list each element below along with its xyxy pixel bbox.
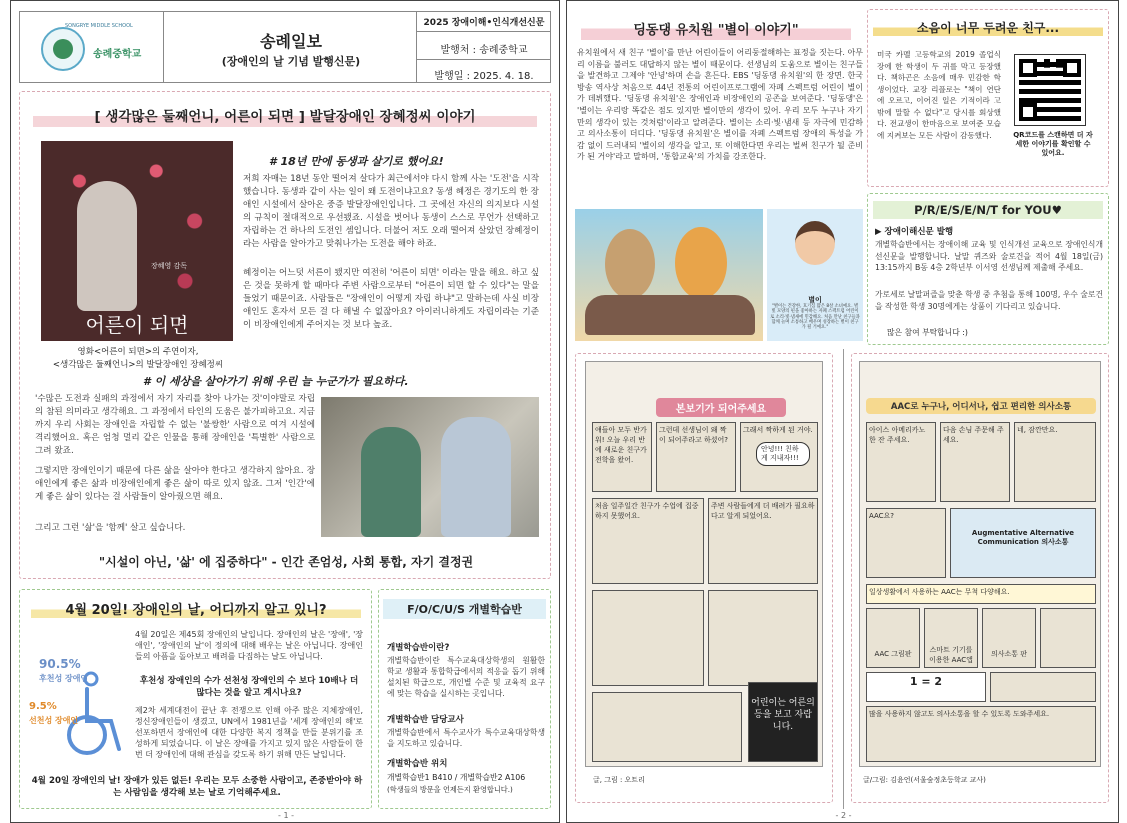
comic-two-panel-11: 1 = 2: [866, 672, 986, 702]
poster-caption-1: 영화<어른이 되면>의 주연이자,: [77, 347, 199, 357]
congenital-stat: 9.5%: [29, 701, 57, 712]
comic-two-panel-7: AAC 그림판: [866, 608, 920, 668]
focus-title: F/O/C/U/S 개별학습반: [383, 599, 546, 619]
poster-title: 어른이 되면: [85, 313, 189, 337]
poster-caption-2: <생각많은 둘째언니>의 발달장애인 장혜정씨: [52, 360, 224, 370]
focus-heading-3: 개별학습반 위치: [387, 759, 448, 769]
comic-one-panel-3: 그래서 짝하게 된 거야.: [740, 422, 818, 492]
sister-right: [441, 417, 511, 537]
comic-two-panel-4: AAC요?: [866, 508, 946, 578]
comic-two-panel-10: [1040, 608, 1096, 668]
school-logo: [41, 27, 85, 71]
poster-person: [77, 181, 137, 311]
present-heading: ▶ 장애이해신문 발행: [875, 227, 954, 237]
feature-paragraph-3: '수많은 도전과 실패의 과정에서 자기 자리를 찾아 나가는 것'이야말로 자립의 참된 의미라고 생각해요. 그 과정에서 타인의 도움은 불가피하고요. 지금까지 우리 사회는 장애인을 자립할 수 없는 '불쌍한' 사람으로 여겨 시설에 격리했어요. 혹은 엄청 멀리 같은 인물을 통해 장애인을 '특별한' 사람으로 그려 왔죠.: [35, 394, 315, 456]
comic-two-credit: 글/그림: 김윤언(서울숲정초등학교 교사): [863, 776, 986, 784]
comic-one-panel-7: [708, 590, 818, 686]
byeoli-description: "별이는 건강한, 호기심 많은 8살 소녀예요. 별빛 모양의 핀을 좋아하는 자폐 스펙트럼 어린이로 소리·빛·냄새에 민감해요. 처음 만난 친구들과 함께 놀며 소통하고 배우며 성장하는 별이 친구가 될 거예요.": [770, 304, 860, 331]
kinder-title: 딩동댕 유치원 "별이 이야기": [581, 17, 851, 40]
comic-two: [859, 361, 1101, 767]
comic-one-panel-6: [592, 590, 704, 686]
comic-two-panel-13: 많을 사용하지 않고도 의사소통을 할 수 있도록 도와주세요.: [866, 706, 1096, 762]
comic-two-panel-2: 다음 손님 주문해 주세요.: [940, 422, 1010, 502]
comic-one-panel-4: 처음 일주일간 친구가 수업에 집중하지 못했어요.: [592, 498, 704, 584]
qr-finder-tl: [1019, 59, 1037, 77]
comic-one-title: 본보기가 되어주세요: [656, 398, 786, 417]
comic-two-panel-8: 스마트 기기를 이용한 AAC앱: [924, 608, 978, 668]
qr-code: [1015, 55, 1085, 125]
disability-day-question: 후천성 장애인의 수가 선천성 장애인의 수 보다 10배나 더 많다는 것을 알고 계시나요?: [139, 676, 359, 698]
qr-finder-tr: [1063, 59, 1081, 77]
comic-one-panel-2: 그런데 선생님이 왜 짝이 되어주라고 하셨어?: [656, 422, 736, 492]
feature-quote-2: # 이 세상을 살아가기 위해 우린 늘 누군가가 필요하다.: [143, 375, 409, 388]
disability-day-paragraph-1: 4월 20일은 제45회 장애인의 날입니다. 장애인의 날은 '장애', '장애인', '장애인의 날'이 정의에 대해 배우는 날은 아닙니다. 장애인들의 아픔을 돌아보고 배려를 다짐하는 날도 아닙니다.: [135, 630, 363, 661]
feature-slogan: "시설이 아닌, '삶' 에 집중하다" - 인간 존엄성, 사회 통합, 자기 결정권: [98, 555, 474, 569]
acquired-stat: 90.5%: [39, 657, 81, 671]
comic-two-panel-5: Augmentative Alternative Communication 의사소통: [950, 508, 1096, 578]
comic-two-title: AAC로 누구나, 어디서나, 쉽고 편리한 의사소통: [866, 398, 1096, 414]
comic-two-panel-9: 의사소통 판: [982, 608, 1036, 668]
disability-day-title: 4월 20일! 장애인의 날, 어디까지 알고 있니?: [31, 599, 361, 618]
focus-heading-1: 개별학습반이란?: [387, 643, 450, 653]
qr-finder-bl: [1019, 103, 1037, 121]
sisters-photo: [321, 397, 539, 537]
noise-title: 소음이 너무 두려운 친구...: [873, 19, 1103, 36]
kinder-photo: [575, 209, 763, 341]
present-title: P/R/E/S/E/N/T for YOU♥: [873, 201, 1103, 219]
fox-character: [675, 227, 727, 299]
page-number-2: - 2 -: [835, 811, 852, 820]
page-number-1: - 1 -: [278, 811, 294, 820]
publisher-line: [417, 59, 551, 60]
school-logo-emblem: [53, 39, 73, 59]
feature-paragraph-4: 그렇지만 장애인이기 때문에 다른 삶을 살아야 한다고 생각하지 않아요. 장애인에게 좋은 삶과 비장애인에게 좋은 삶이 따로 있지 않죠. 그저 '인간'에게 좋은 삶이 있다는 걸 사람들이 알아줬으면 해요.: [35, 466, 315, 502]
comic-one-panel-1: 얘들아 모두 반가워! 오늘 우리 반에 새로운 친구가 전학을 왔어.: [592, 422, 652, 492]
feature-paragraph-2: 혜정이는 어느덧 서른이 됐지만 여전히 '어른이 되면' 이라는 말을 해요. 하고 싶은 것을 못하게 할 때마다 주변 사람으로부터 "어른이 되면 할 수 있다"는 말을 들었기 때문이죠. 사람들은 "장애인이 어떻게 자립 하냐"고 말하는데 사실 비장애인도 혼자서 모든 걸 다 해낼 수 없잖아요? 아이러니하게도 자립이라는 기준이 비장애인에게 주어지는 것 보다 높죠.: [243, 268, 539, 330]
edition-label: 2025 장애이해•인식개선신문: [423, 18, 545, 28]
disability-day-paragraph-2: 제2차 세계대전이 끝난 후 전쟁으로 인해 아주 많은 지체장애인, 정신장애인들이 생겼고, UN에서 1981년을 '세계 장애인의 해'로 선포하면서 장애인에 대한 다양한 복지 정책을 만들 분위기를 조성하게 되었습니다. 이 날은 장애를 가지고 있지 않은 사람들이 한 번 더 장애인에 대해 관심을 갖도록 하기 위해 만든 날입니다.: [135, 706, 363, 759]
sister-left: [361, 427, 421, 537]
present-paragraph-3: 많은 참여 부탁합니다 :): [887, 328, 968, 337]
comic-two-panel-6: 일상생활에서 사용하는 AAC는 무척 다양해요.: [866, 584, 1096, 604]
disability-day-closing: 4월 20일 장애인의 날! 장애가 있든 없든! 우리는 모두 소중한 사람이고, 존중받아야 하는 사람임을 생각해 보는 날로 기억해주세요.: [31, 776, 363, 798]
movie-poster: [41, 141, 233, 341]
feature-paragraph-5: 그리고 그런 '삶'을 '함께' 살고 싶습니다.: [35, 523, 186, 533]
poster-caption-top: 장혜영 감독: [151, 262, 188, 270]
acquired-stat-label: 후천성 장애인: [39, 674, 89, 683]
feature-paragraph-1: 저희 자매는 18년 동안 떨어져 살다가 최근에서야 다시 함께 사는 '도전'을 시작했습니다. 동생과 같이 사는 일이 왜 도전이냐고요? 동생 혜정은 경기도의 한 장애인 시설에서 살아온 중증 발달장애인입니다. 그 곳에선 자신의 의지보다 시설의 규칙이 절대적으로 우선됐죠. 시설을 벗어나 동생이 스스로 무언가 선택하고 자립하는 건 하나의 도전인 셈입니다. 더불어 저도 오래 떨어져 살았던 장혜정이라는 사람을 알아가고 맞춰나가는 도전을 해야 하죠.: [243, 174, 539, 249]
feature-headline: [ 생각많은 둘째언니, 어른이 되면 ] 발달장애인 장혜정씨 이야기: [33, 103, 537, 127]
byeoli-name: 별이: [808, 296, 822, 304]
newspaper-subtitle: (장애인의 날 기념 발행신문): [221, 55, 361, 68]
noise-paragraph: 미국 카멜 고등학교의 2019 졸업식장에 한 학생이 두 귀를 막고 등장했다. 책하곤은 소음에 매우 민감한 학생이었다. 교장 리플로는 "책이 연단에 오르고, 이어진 일은 기적이라 고밖에 말할 수 없다"고 당시를 회상했다. 전교생이 한마음으로 보여준 모습에 지켜보는 모든 사람이 감동했다.: [877, 50, 1001, 140]
present-paragraph-1: 개별학습반에서는 장애이해 교육 및 인식개선 교육으로 장애인식개선신문을 발행합니다. 날말 퀴즈와 술로건을 적어 4월 18일(금) 13:15까지 B동 4층 2학년부 이서영 선생님께 제출해 주세요.: [875, 240, 1103, 272]
newspaper-title: 송례일보: [260, 32, 322, 51]
focus-paragraph-3: 개별학습반1 B410 / 개별학습반2 A106: [387, 773, 526, 782]
kinder-paragraph: 유치원에서 새 친구 '별이'를 만난 어린이들이 어리둥절해하는 표정을 짓는다. 아무리 이름을 불러도 대답하지 않는 별이 때문이다. 선생님의 도움으로 별이는 친구들을 발견하고 그제야 '안녕'하며 손을 흔든다. EBS '딩동댕 유치원'의 한 장면. 한국 방송 역사상 처음으로 44년 전통의 어린이프로그램에 자폐 스펙트럼 어린이 별이가 데뷔했다. '딩동댕 유치원'은 장애인과 비장애인의 공존을 보여준다. '딩동댕'은 '별이는 우리랑 똑같은 점도 있지만 별이만의 생각이 있어. 우리 모두 누구나 자기만의 생각이 있는 것처럼'이라고 알려준다. 별이는 소리·빛·냄새 등 자극에 민감하고 의사소통이 더디다. '딩동댕 유치원'은 별이를 자폐 스펙트럼 장애의 특성을 가감 없이 드러내되 '별이의 생각을 알고, 또 이해한다면 우리는 벌써 친구가 될 준비가 된 거야'라고 말하며, '통합교육'의 가치를 강조한다.: [577, 48, 863, 162]
comic-one-panel-8: [592, 692, 742, 762]
school-logo-ring-text: SONGRYE MIDDLE SCHOOL: [65, 23, 133, 29]
comic-one-panel-5: 주변 사람들에게 더 배려가 필요하다고 알게 되었어요.: [708, 498, 818, 584]
edition-line: [417, 31, 551, 32]
comic-one-credit: 글, 그림 : 오트리: [593, 776, 645, 784]
school-logo-text: 송례중학교: [93, 49, 142, 60]
focus-paragraph-2: 개별학습반에서 특수교사가 특수교육대상학생을 지도하고 있습니다.: [387, 728, 545, 748]
comic-two-panel-3: 네, 잠깐만요.: [1014, 422, 1096, 502]
feature-quote-1: # 18년 만에 동생과 살기로 했어요!: [269, 155, 444, 168]
comic-two-panel-12: [990, 672, 1096, 702]
publisher: 발행처 : 송례중학교: [440, 45, 528, 56]
masthead-divider: [163, 11, 164, 83]
children-row: [585, 295, 755, 335]
comic-one: [585, 361, 823, 767]
focus-paragraph-3b: (학생들의 방문을 언제든지 환영합니다.): [387, 785, 513, 794]
page-two: [566, 0, 1119, 823]
bear-character: [605, 229, 655, 299]
focus-paragraph-1: 개별학습반이란 특수교육대상학생의 원활한 학교 생활과 통합학급에서의 적응을 돕기 위해 설치된 학급으로, 개인별 수준 및 교육적 요구에 맞는 학습을 실시하는 곳입니다.: [387, 656, 545, 698]
page-divider: [843, 349, 844, 809]
focus-heading-2: 개별학습반 담당교사: [387, 715, 464, 725]
byeoli-card: [767, 209, 863, 341]
present-paragraph-2: 가로세로 날말퍼즐을 맞춘 학생 중 추첨을 통해 100명, 우수 술로건을 작성한 학생 30명에게는 상품이 기다리고 있습니다.: [875, 290, 1103, 311]
publish-date: 발행일 : 2025. 4. 18.: [434, 71, 534, 82]
qr-caption: QR코드를 스캔하면 더 자세한 이야기를 확인할 수 있어요.: [1013, 131, 1093, 157]
page-one: [10, 0, 560, 823]
comic-two-panel-1: 아이스 아메리카노 한 잔 주세요.: [866, 422, 936, 502]
comic-one-panel-final: 어린이는 어른의 등을 보고 자랍니다.: [748, 682, 818, 762]
byeoli-face: [795, 221, 835, 265]
comic-one-bubble-1: 안녕!!! 친하게 지내자!!!: [756, 442, 810, 466]
congenital-stat-label: 선천성 장애인: [29, 716, 79, 725]
